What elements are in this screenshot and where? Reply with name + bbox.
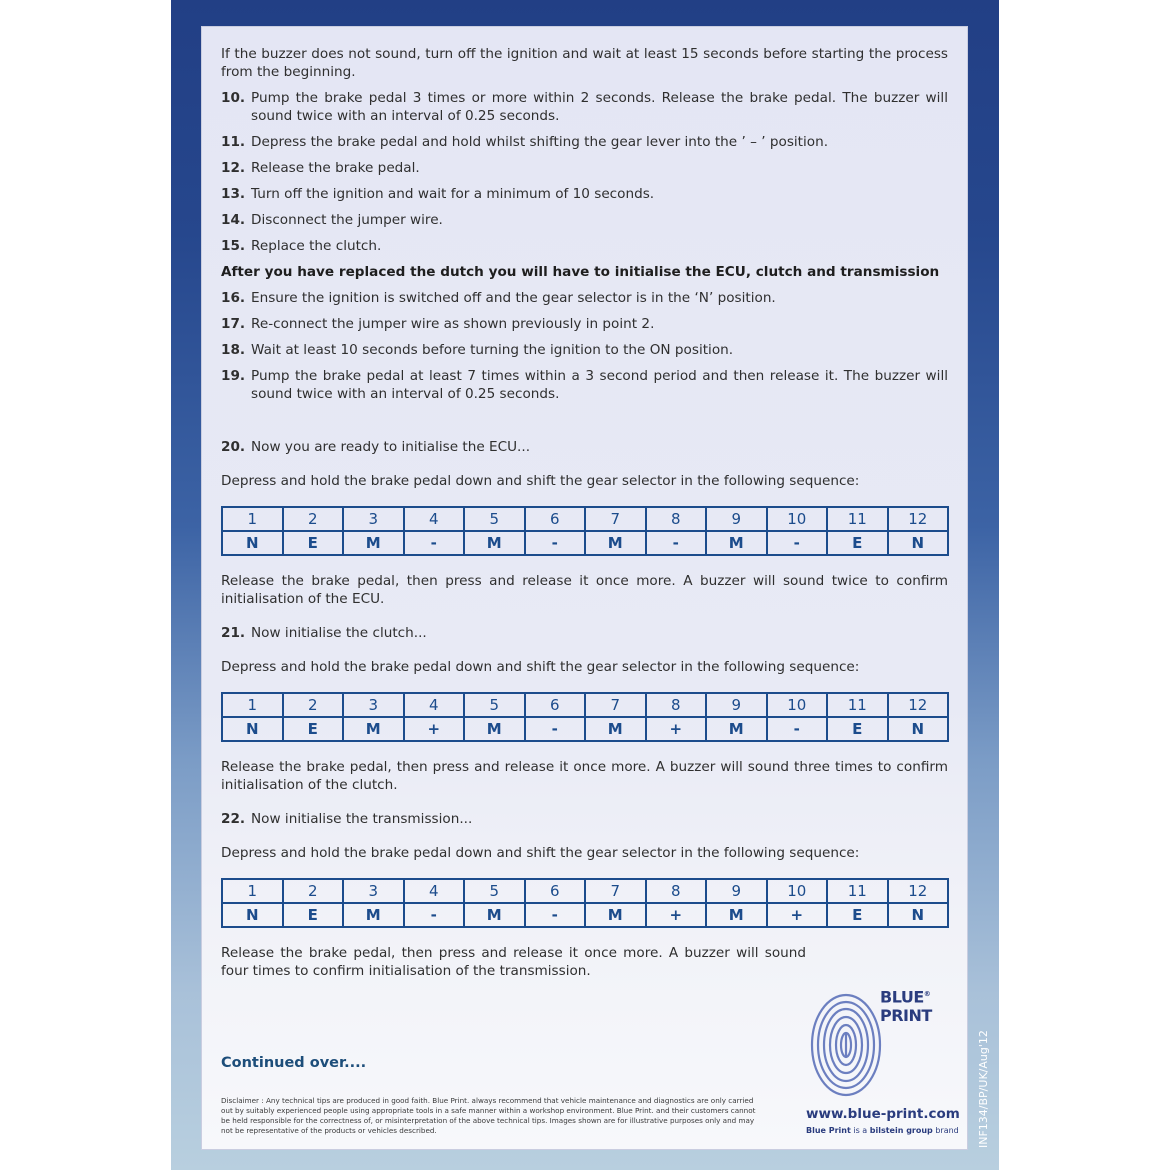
registered-mark: ® <box>923 990 931 998</box>
position-cell: 4 <box>404 879 465 903</box>
position-cell: 5 <box>464 693 525 717</box>
gear-cell: M <box>706 531 767 555</box>
position-row <box>222 879 948 903</box>
brand-tagline: Blue Print is a bilstein group brand <box>806 1126 959 1135</box>
intro-paragraph: If the buzzer does not sound, turn off the ignition and wait at least 15 seconds before starting the process from the beginning. <box>221 46 948 80</box>
position-cell: 2 <box>283 879 344 903</box>
step-item <box>221 237 948 255</box>
step-item <box>221 133 948 151</box>
position-cell: 6 <box>525 507 586 531</box>
gear-cell: + <box>646 717 707 741</box>
gear-cell: M <box>706 903 767 927</box>
sequence-instruction: Depress and hold the brake pedal down and shift the gear selector in the following sequence: <box>221 659 860 675</box>
gear-cell: - <box>525 717 586 741</box>
clutch-release-text: Release the brake pedal, then press and release it once more. A buzzer will sound three times to confirm initialisation of the clutch. <box>221 759 948 793</box>
ecu-sequence-table <box>221 506 949 556</box>
step-number: 19. <box>221 368 246 384</box>
gear-cell: M <box>464 531 525 555</box>
position-cell: 9 <box>706 507 767 531</box>
website-link[interactable]: www.blue-print.com <box>806 1106 960 1122</box>
position-cell: 4 <box>404 693 465 717</box>
step-text: Pump the brake pedal at least 7 times within a 3 second period and then release it. The buzzer will sound twice with an interval of 0.25 seconds. <box>251 368 948 402</box>
logo-line-2: PRINT <box>880 1006 932 1026</box>
gear-cell: - <box>525 531 586 555</box>
step-text: Re-connect the jumper wire as shown previously in point 2. <box>251 316 655 332</box>
gear-cell: + <box>767 903 828 927</box>
step-text: Pump the brake pedal 3 times or more within 2 seconds. Release the brake pedal. The buzzer will sound twice with an interval of 0.25 seconds. <box>251 90 948 124</box>
gear-cell: E <box>283 903 344 927</box>
gear-cell: - <box>646 531 707 555</box>
gear-cell: E <box>827 531 888 555</box>
step-number: 16. <box>221 290 246 306</box>
document-reference: INF134/BP/UK/Aug'12 <box>977 1030 990 1148</box>
step-number: 11. <box>221 134 246 150</box>
step-item <box>221 438 948 456</box>
step-text: Depress the brake pedal and hold whilst shifting the gear lever into the ’ – ’ position. <box>251 134 829 150</box>
ecu-sequence-row <box>222 531 948 555</box>
step-number: 14. <box>221 212 246 228</box>
step-number: 21. <box>221 625 246 641</box>
step-number: 13. <box>221 186 246 202</box>
position-cell: 8 <box>646 693 707 717</box>
position-cell: 11 <box>827 507 888 531</box>
gear-cell: N <box>222 531 283 555</box>
gear-cell: M <box>585 717 646 741</box>
gear-cell: + <box>404 717 465 741</box>
position-cell: 3 <box>343 507 404 531</box>
gear-cell: N <box>222 903 283 927</box>
step-item <box>221 810 948 828</box>
gear-cell: M <box>343 717 404 741</box>
step-item <box>221 159 948 177</box>
step-text: Disconnect the jumper wire. <box>251 212 443 228</box>
step-item <box>221 89 948 125</box>
position-cell: 2 <box>283 693 344 717</box>
step-text: Wait at least 10 seconds before turning the ignition to the ON position. <box>251 342 734 358</box>
gear-cell: N <box>888 531 949 555</box>
step-number: 18. <box>221 342 246 358</box>
gear-cell: E <box>827 903 888 927</box>
step-number: 10. <box>221 90 246 106</box>
gear-cell: N <box>888 903 949 927</box>
gear-cell: E <box>283 531 344 555</box>
steps-list-b <box>221 289 948 403</box>
section-heading: After you have replaced the dutch you will have to initialise the ECU, clutch and transmission <box>221 264 940 280</box>
position-cell: 11 <box>827 879 888 903</box>
position-cell: 8 <box>646 879 707 903</box>
position-cell: 2 <box>283 507 344 531</box>
step-item <box>221 341 948 359</box>
position-cell: 10 <box>767 693 828 717</box>
step-item <box>221 367 948 403</box>
disclaimer-text: Disclaimer : Any technical tips are produced in good faith. Blue Print. always recommend that vehicle maintenance and diagnostics are only carried out by suitably experienced people using appropriate tools in a safe manner within a workshop environment. Blue Print. and their customers cannot be held responsible for the correctness of, or misinterpretation of the above technical tips. Images shown are for illustrative purposes only and may not be representative of the products or vehicles described. <box>221 1096 756 1135</box>
step-number: 12. <box>221 160 246 176</box>
gear-cell: E <box>827 717 888 741</box>
position-cell: 5 <box>464 507 525 531</box>
position-cell: 12 <box>888 693 949 717</box>
step-number: 17. <box>221 316 246 332</box>
step-text: Turn off the ignition and wait for a minimum of 10 seconds. <box>251 186 655 202</box>
step-text: Now initialise the transmission... <box>251 811 473 827</box>
gear-cell: - <box>767 531 828 555</box>
position-cell: 3 <box>343 693 404 717</box>
position-cell: 1 <box>222 693 283 717</box>
position-row <box>222 693 948 717</box>
position-cell: 10 <box>767 507 828 531</box>
position-cell: 6 <box>525 879 586 903</box>
gear-cell: - <box>525 903 586 927</box>
gear-cell: M <box>706 717 767 741</box>
transmission-release-text: Release the brake pedal, then press and release it once more. A buzzer will sound four times to confirm initialisation of the transmission. <box>221 945 806 979</box>
gear-cell: E <box>283 717 344 741</box>
clutch-sequence-row <box>222 717 948 741</box>
position-cell: 5 <box>464 879 525 903</box>
step-text: Now initialise the clutch... <box>251 625 427 641</box>
step-text: Replace the clutch. <box>251 238 382 254</box>
position-cell: 7 <box>585 693 646 717</box>
ecu-release-text: Release the brake pedal, then press and release it once more. A buzzer will sound twice to confirm initialisation of the ECU. <box>221 573 948 607</box>
gear-cell: - <box>767 717 828 741</box>
gear-cell: M <box>343 531 404 555</box>
step-text: Release the brake pedal. <box>251 160 420 176</box>
gear-cell: M <box>464 717 525 741</box>
step-item <box>221 315 948 333</box>
position-cell: 7 <box>585 879 646 903</box>
gear-cell: N <box>888 717 949 741</box>
sequence-instruction: Depress and hold the brake pedal down and shift the gear selector in the following sequence: <box>221 473 860 489</box>
step-item <box>221 624 948 642</box>
position-cell: 9 <box>706 693 767 717</box>
step-item <box>221 289 948 307</box>
logo-line-1: BLUE <box>880 987 924 1007</box>
step-text: Ensure the ignition is switched off and the gear selector is in the ‘N’ position. <box>251 290 776 306</box>
gear-cell: M <box>585 531 646 555</box>
step-number: 15. <box>221 238 246 254</box>
gear-cell: N <box>222 717 283 741</box>
gear-cell: - <box>404 903 465 927</box>
position-cell: 8 <box>646 507 707 531</box>
gear-cell: - <box>404 531 465 555</box>
position-cell: 12 <box>888 507 949 531</box>
blue-print-logo <box>880 985 932 1025</box>
clutch-sequence-table <box>221 692 949 742</box>
position-cell: 4 <box>404 507 465 531</box>
gear-cell: M <box>343 903 404 927</box>
step-item <box>221 211 948 229</box>
transmission-sequence-row <box>222 903 948 927</box>
document-content <box>221 45 948 980</box>
position-row <box>222 507 948 531</box>
step-number: 20. <box>221 439 246 455</box>
step-item <box>221 185 948 203</box>
step-number: 22. <box>221 811 246 827</box>
continued-over-text: Continued over.... <box>221 1055 367 1071</box>
position-cell: 7 <box>585 507 646 531</box>
position-cell: 10 <box>767 879 828 903</box>
steps-list-a <box>221 89 948 255</box>
transmission-sequence-table <box>221 878 949 928</box>
position-cell: 12 <box>888 879 949 903</box>
position-cell: 11 <box>827 693 888 717</box>
gear-cell: M <box>464 903 525 927</box>
position-cell: 3 <box>343 879 404 903</box>
gear-cell: M <box>585 903 646 927</box>
step-text: Now you are ready to initialise the ECU... <box>251 439 531 455</box>
position-cell: 6 <box>525 693 586 717</box>
position-cell: 1 <box>222 879 283 903</box>
position-cell: 1 <box>222 507 283 531</box>
position-cell: 9 <box>706 879 767 903</box>
sequence-instruction: Depress and hold the brake pedal down and shift the gear selector in the following sequence: <box>221 845 860 861</box>
gear-cell: + <box>646 903 707 927</box>
